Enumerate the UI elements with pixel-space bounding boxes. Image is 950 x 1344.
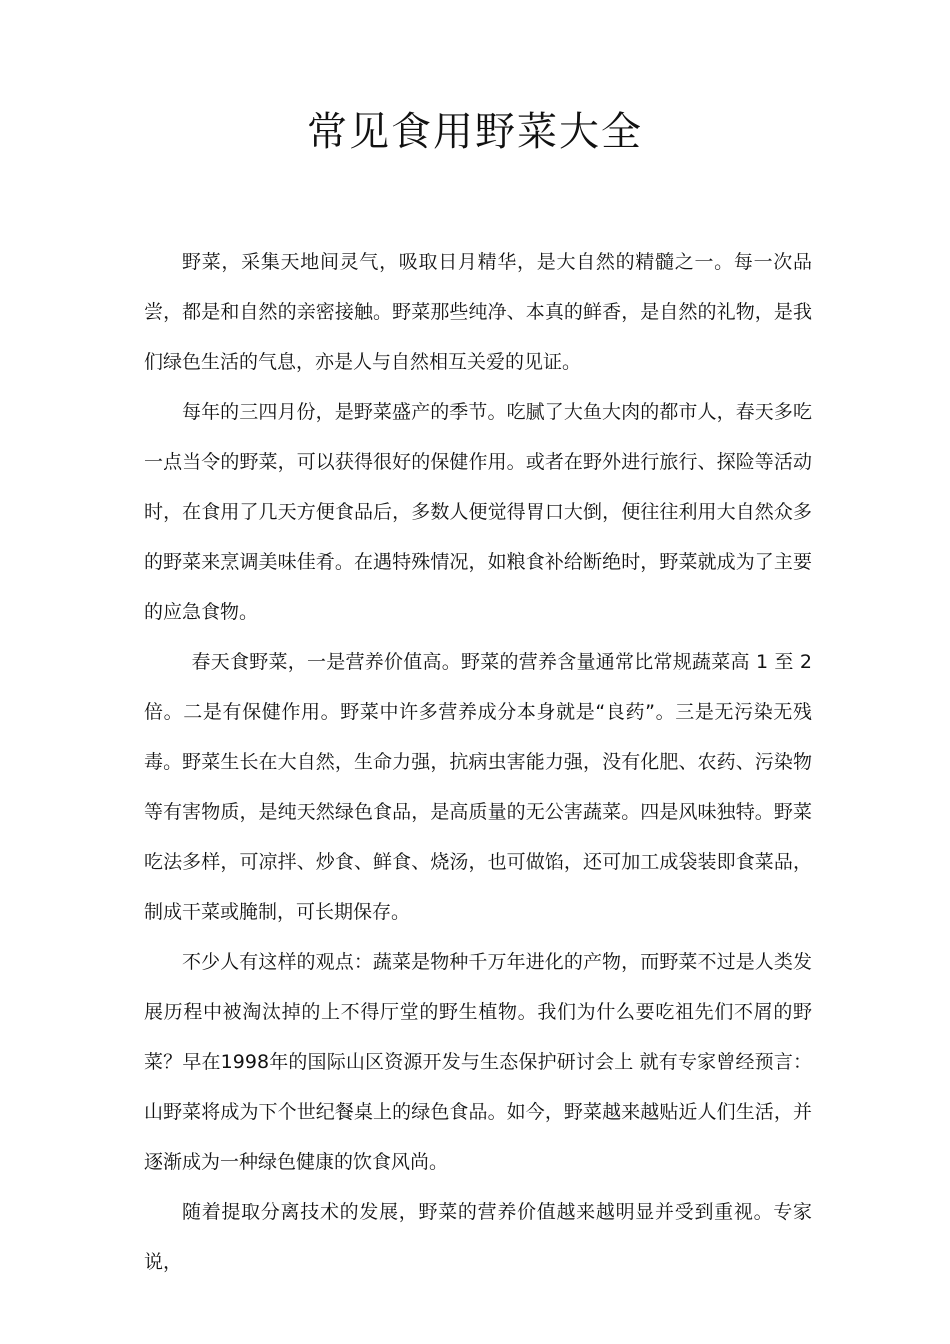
paragraph-5: 随着提取分离技术的发展，野菜的营养价值越来越明显并受到重视。专家说，	[144, 1201, 812, 1273]
paragraph-1: 野菜，采集天地间灵气，吸取日月精华，是大自然的精髓之一。每一次品尝，都是和自然的亲密接触。野菜那些纯净、本真的鲜香，是自然的礼物，是我们绿色生活的气息，亦是人与自然相互关爱的见证。	[144, 251, 812, 373]
document-title: 常见食用野菜大全	[307, 109, 643, 155]
paragraph-2: 每年的三四月份，是野菜盛产的季节。吃腻了大鱼大肉的都市人，春天多吃一点当令的野菜，可以获得很好的保健作用。或者在野外进行旅行、探险等活动时，在食用了几天方便食品后，多数人便觉得胃口大倒，便往往利用大自然众多的野菜来烹调美味佳肴。在遇特殊情况，如粮食补给断绝时，野菜就成为了主要的应急食物。	[144, 401, 812, 623]
paragraph-4: 不少人有这样的观点：蔬菜是物种千万年进化的产物，而野菜不过是人类发展历程中被淘汰掉的上不得厅堂的野生植物。我们为什么要吃祖先们不屑的野菜？早在1998年的国际山区资源开发与生态保护研讨会上 就有专家曾经预言：山野菜将成为下个世纪餐桌上的绿色食品。如今，野菜越来越贴近人们生活，并逐渐成为一种绿色健康的饮食风尚。	[144, 951, 812, 1173]
document-body	[144, 237, 812, 1287]
paragraph-3: 春天食野菜，一是营养价值高。野菜的营养含量通常比常规蔬菜高 1 至 2 倍。二是有保健作用。野菜中许多营养成分本身就是“良药”。三是无污染无残毒。野菜生长在大自然，生命力强，抗病虫害能力强，没有化肥、农药、污染物等有害物质，是纯天然绿色食品，是高质量的无公害蔬菜。四是风味独特。野菜吃法多样，可凉拌、炒食、鲜食、烧汤，也可做馅，还可加工成袋装即食菜品，制成干菜或腌制，可长期保存。	[144, 651, 812, 923]
